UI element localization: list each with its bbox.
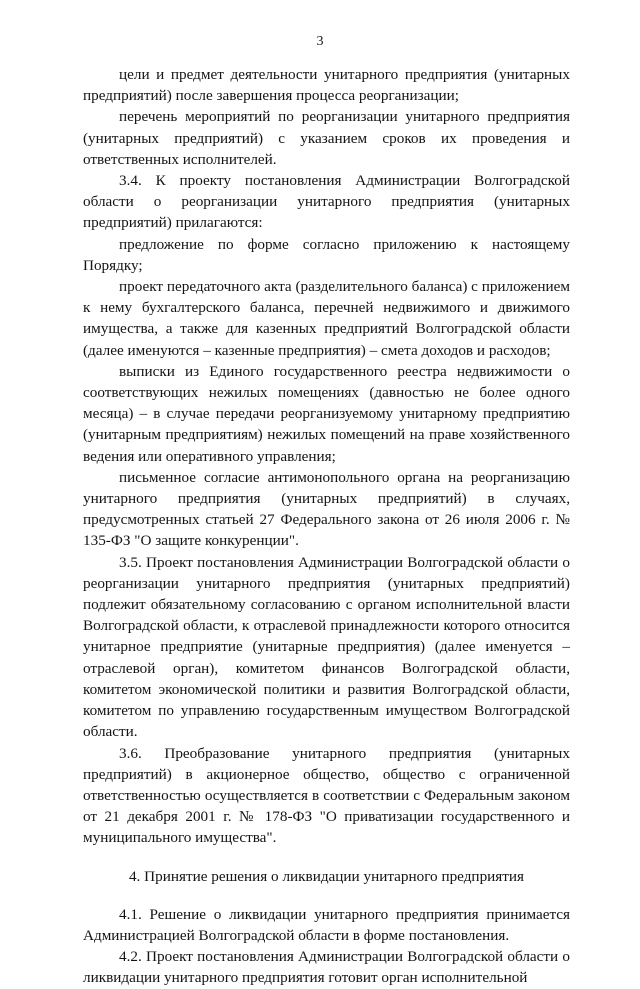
paragraph: предложение по форме согласно приложению к настоящему Порядку; bbox=[83, 235, 570, 274]
paragraph: 4.2. Проект постановления Администрации Волгоградской области о ликвидации унитарного предприятия готовит орган исполнительной bbox=[83, 948, 570, 987]
paragraph: 3.4. К проекту постановления Администрации Волгоградской области о реорганизации унитарного предприятия (унитарных предприятий) прилагаются: bbox=[83, 172, 570, 232]
paragraph: проект передаточного акта (разделительного баланса) с приложением к нему бухгалтерского баланса, перечней недвижимого и движимого имущества, а также для казенных предприятий Волгоградской области (далее именуются – казенные предприятия) – смета доходов и расходов; bbox=[83, 278, 570, 359]
paragraph: 4.1. Решение о ликвидации унитарного предприятия принимается Администрацией Волгоградской области в форме постановления. bbox=[83, 905, 570, 944]
page-number: 3 bbox=[316, 34, 324, 49]
paragraph: перечень мероприятий по реорганизации унитарного предприятия (унитарных предприятий) с указанием сроков их проведения и ответственных исполнителей. bbox=[83, 108, 570, 168]
paragraph: цели и предмет деятельности унитарного предприятия (унитарных предприятий) после завершения процесса реорганизации; bbox=[83, 66, 570, 105]
paragraph: 3.6. Преобразование унитарного предприятия (унитарных предприятий) в акционерное общество, общество с ограниченной ответственностью осуществляется в соответствии с Федеральным законом от 21 декабря 2001 г. № 178-ФЗ "О приватизации государственного и муниципального имущества". bbox=[83, 744, 570, 847]
paragraph: 3.5. Проект постановления Администрации Волгоградской области о реорганизации унитарного предприятия (унитарных предприятий) подлежит обязательному согласованию с органом исполнительной власти Волгоградской области, к отраслевой принадлежности которого относится унитарное предприятие (унитарные предприятия) (далее именуется – отраслевой орган), комитетом финансов Волгоградской области, комитетом экономической политики и развития Волгоградской области, комитетом по управлению государственным имуществом Волгоградской области. bbox=[83, 553, 570, 741]
section-heading: 4. Принятие решения о ликвидации унитарного предприятия bbox=[128, 867, 525, 885]
document-body bbox=[83, 64, 570, 989]
paragraph: письменное согласие антимонопольного органа на реорганизацию унитарного предприятия (унитарных предприятий) в случаях, предусмотренных статьей 27 Федерального закона от 26 июля 2006 г. № 135-ФЗ "О защите конкуренции". bbox=[83, 468, 570, 550]
paragraph: выписки из Единого государственного реестра недвижимости о соответствующих нежилых помещениях (давностью не более одного месяца) – в случае передачи реорганизуемому унитарному предприятию (унитарным предприятиям) нежилых помещений на праве хозяйственного ведения или оперативного управления; bbox=[83, 362, 570, 465]
